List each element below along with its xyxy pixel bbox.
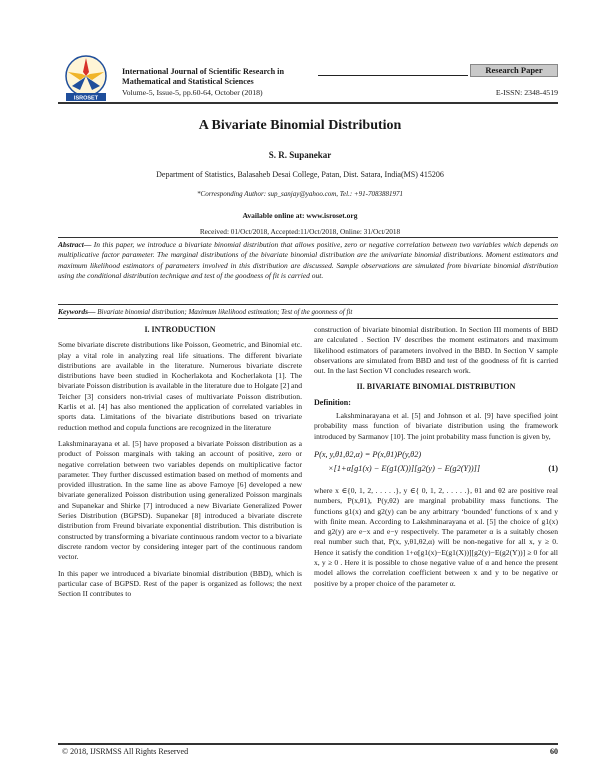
paper-title: A Bivariate Binomial Distribution: [198, 118, 402, 133]
footer-divider: [58, 743, 558, 745]
divider: [58, 237, 558, 238]
paper-type-badge: Research Paper: [470, 64, 558, 77]
issn: E-ISSN: 2348-4519: [495, 88, 558, 97]
right-column: [314, 325, 558, 595]
volume-info: Volume-5, Issue-5, pp.60-64, October (2018): [122, 88, 263, 97]
affiliation: Department of Statistics, Balasaheb Desai College, Patan, Dist. Satara, India(MS) 415206: [156, 170, 444, 179]
definition-label: Definition:: [314, 397, 351, 407]
keywords-label: Keywords—: [58, 307, 96, 316]
equation-line-1: P(x, y,θ1,θ2,α) = P(x,θ1)P(y,θ2): [314, 449, 422, 459]
left-column: [58, 325, 302, 605]
paragraph: where x ∈{0, 1, 2, . . . . .}, y ∈{ 0, 1, 2, . . . . .}, θ1 and θ2 are positive real numbers, P(x,θ1), P(y,θ2) are marginal probability mass functions. The functions g1(x) and g2(y) can be any arbitrary ‘bounded’ functions of x and y with finite mean. According to Lakshminarayana et al. [5] the choice of g1(x) and g2(y) are e−x and e−y respectively. The parameter α is a suitably chosen real number such that, P(x, y,θ1,θ2,α) will be non-negative for all x, y ≥ 0. Hence it satisfy the condition 1+α[g1(x)−E(g1(X))][g2(y)−E(g2(Y))] ≥ 0 for all x, y ≥ 0 . Here it is possible to chose negative value of α and hence the present model allows the correlation coefficient between x and y to be negative or positive by a proper choice of the parameter α.: [314, 485, 558, 588]
corresponding-author: *Corresponding Author: sup_sanjay@yahoo.com, Tel.: +91-7083881971: [197, 190, 403, 198]
paragraph: construction of bivariate binomial distribution. In Section III moments of BBD are calculated . Section IV describes the moment estimators and maximum likelihood estimators of parameters involved in the BBD. In Section V sample observations are simulated from BBD and test of the goodness of fit is carried out. In the last Section VI concludes research work.: [314, 325, 558, 376]
journal-name: International Journal of Scientific Research in Mathematical and Statistical Sciences: [122, 67, 284, 86]
dates-line: Received: 01/Oct/2018, Accepted:11/Oct/2018, Online: 31/Oct/2018: [199, 227, 401, 236]
divider: [58, 318, 558, 319]
header-divider: [58, 102, 558, 104]
page-number: 60: [550, 747, 558, 756]
paragraph: Some bivariate discrete distributions like Poisson, Geometric, and Binomial etc. play a vital role in analyzing real life situations. The different bivariate distributions are available in the literature. Numerous bivariate discrete distributions have been studied in Kocherlakota and Kocherlakota [1]. The bivariate Poisson distribution is available in the literature due to Holgate [2] and Teicher [3] considers non-trivial cases of multivariate Poisson distribution. Karlis et al. [4] has also mentioned the application of correlated variables in sports data. Limitations of the bivariate distributions based on trivariate reduction method and copula functions are recognized in the literature: [58, 340, 302, 432]
paragraph: In this paper we introduced a bivariate binomial distribution (BBD), which is particular case of BGPSD. Rest of the paper is organized as follows; the next Section II contributes to: [58, 568, 302, 599]
online-availability: Available online at: www.isroset.org: [242, 211, 358, 220]
divider: [58, 304, 558, 305]
paragraph: Lakshminarayana et al. [5] and Johnson et al. [9] have specified joint probability mass function of bivariate distribution using the framework introduced by Sarmanov [10]. The joint probability mass function is given by,: [314, 411, 558, 441]
isroset-logo-icon: [58, 52, 114, 102]
author-name: S. R. Supanekar: [268, 150, 332, 160]
abstract-label: Abstract—: [58, 240, 92, 249]
abstract: [58, 240, 558, 282]
keywords: [58, 307, 558, 316]
equation-line-2: ×[1+α[g1(x) − E(g1(X))][g2(y) − E(g2(Y))]]: [328, 463, 481, 473]
equation-number: (1): [548, 463, 558, 473]
section-heading-introduction: I. INTRODUCTION: [144, 325, 216, 334]
header-underline: [318, 75, 468, 76]
copyright: © 2018, IJSRMSS All Rights Reserved: [62, 747, 189, 756]
equation-1: [314, 448, 558, 476]
section-heading-bbd: II. BIVARIATE BINOMIAL DISTRIBUTION: [356, 382, 516, 392]
logo-text: ISROSET: [73, 95, 99, 102]
keywords-text: Bivariate binomial distribution; Maximum likelihood estimation; Test of the goonness of fit: [97, 308, 353, 316]
equation-line-2-row: [314, 462, 558, 476]
paragraph: Lakshminarayana et al. [5] have proposed a bivariate Poisson distribution as a product of Poisson marginals with taking an account of positive, zero or negative correlation between two variables depends on multiplicative factor parameter. They further discussed estimation based on method of moments and provided illustration. In the same line as above Famoye [6] developed a new bivariate generalized Poisson distribution using generalized Poisson marginals and Supanekar and Shirke [7] introduced a new Bivariate Generalized Power Series Distribution (BGPSD). Supanekar [8] introduced a bivariate discrete distribution from Freund bivariate exponential distribution. This distribution is constructed by transforming a bivariate continuous random vector to a bivariate discrete random vector by considering integer part of the continuous random vector.: [58, 438, 302, 562]
abstract-text: In this paper, we introduce a bivariate binomial distribution that allows positive, zero or negative correlation between two variables which depends on multiplicative factor parameter. The marginal distributions of the bivariate binomial distribution are the univariate binomial distributions. Moment estimators and maximum likelihood estimators of parameters involved in this distribution are discussed. Sample observations are simulated from bivariate binomial distribution using the conditional distribution technique and test of the goodness of fit is carried out.: [58, 240, 559, 281]
